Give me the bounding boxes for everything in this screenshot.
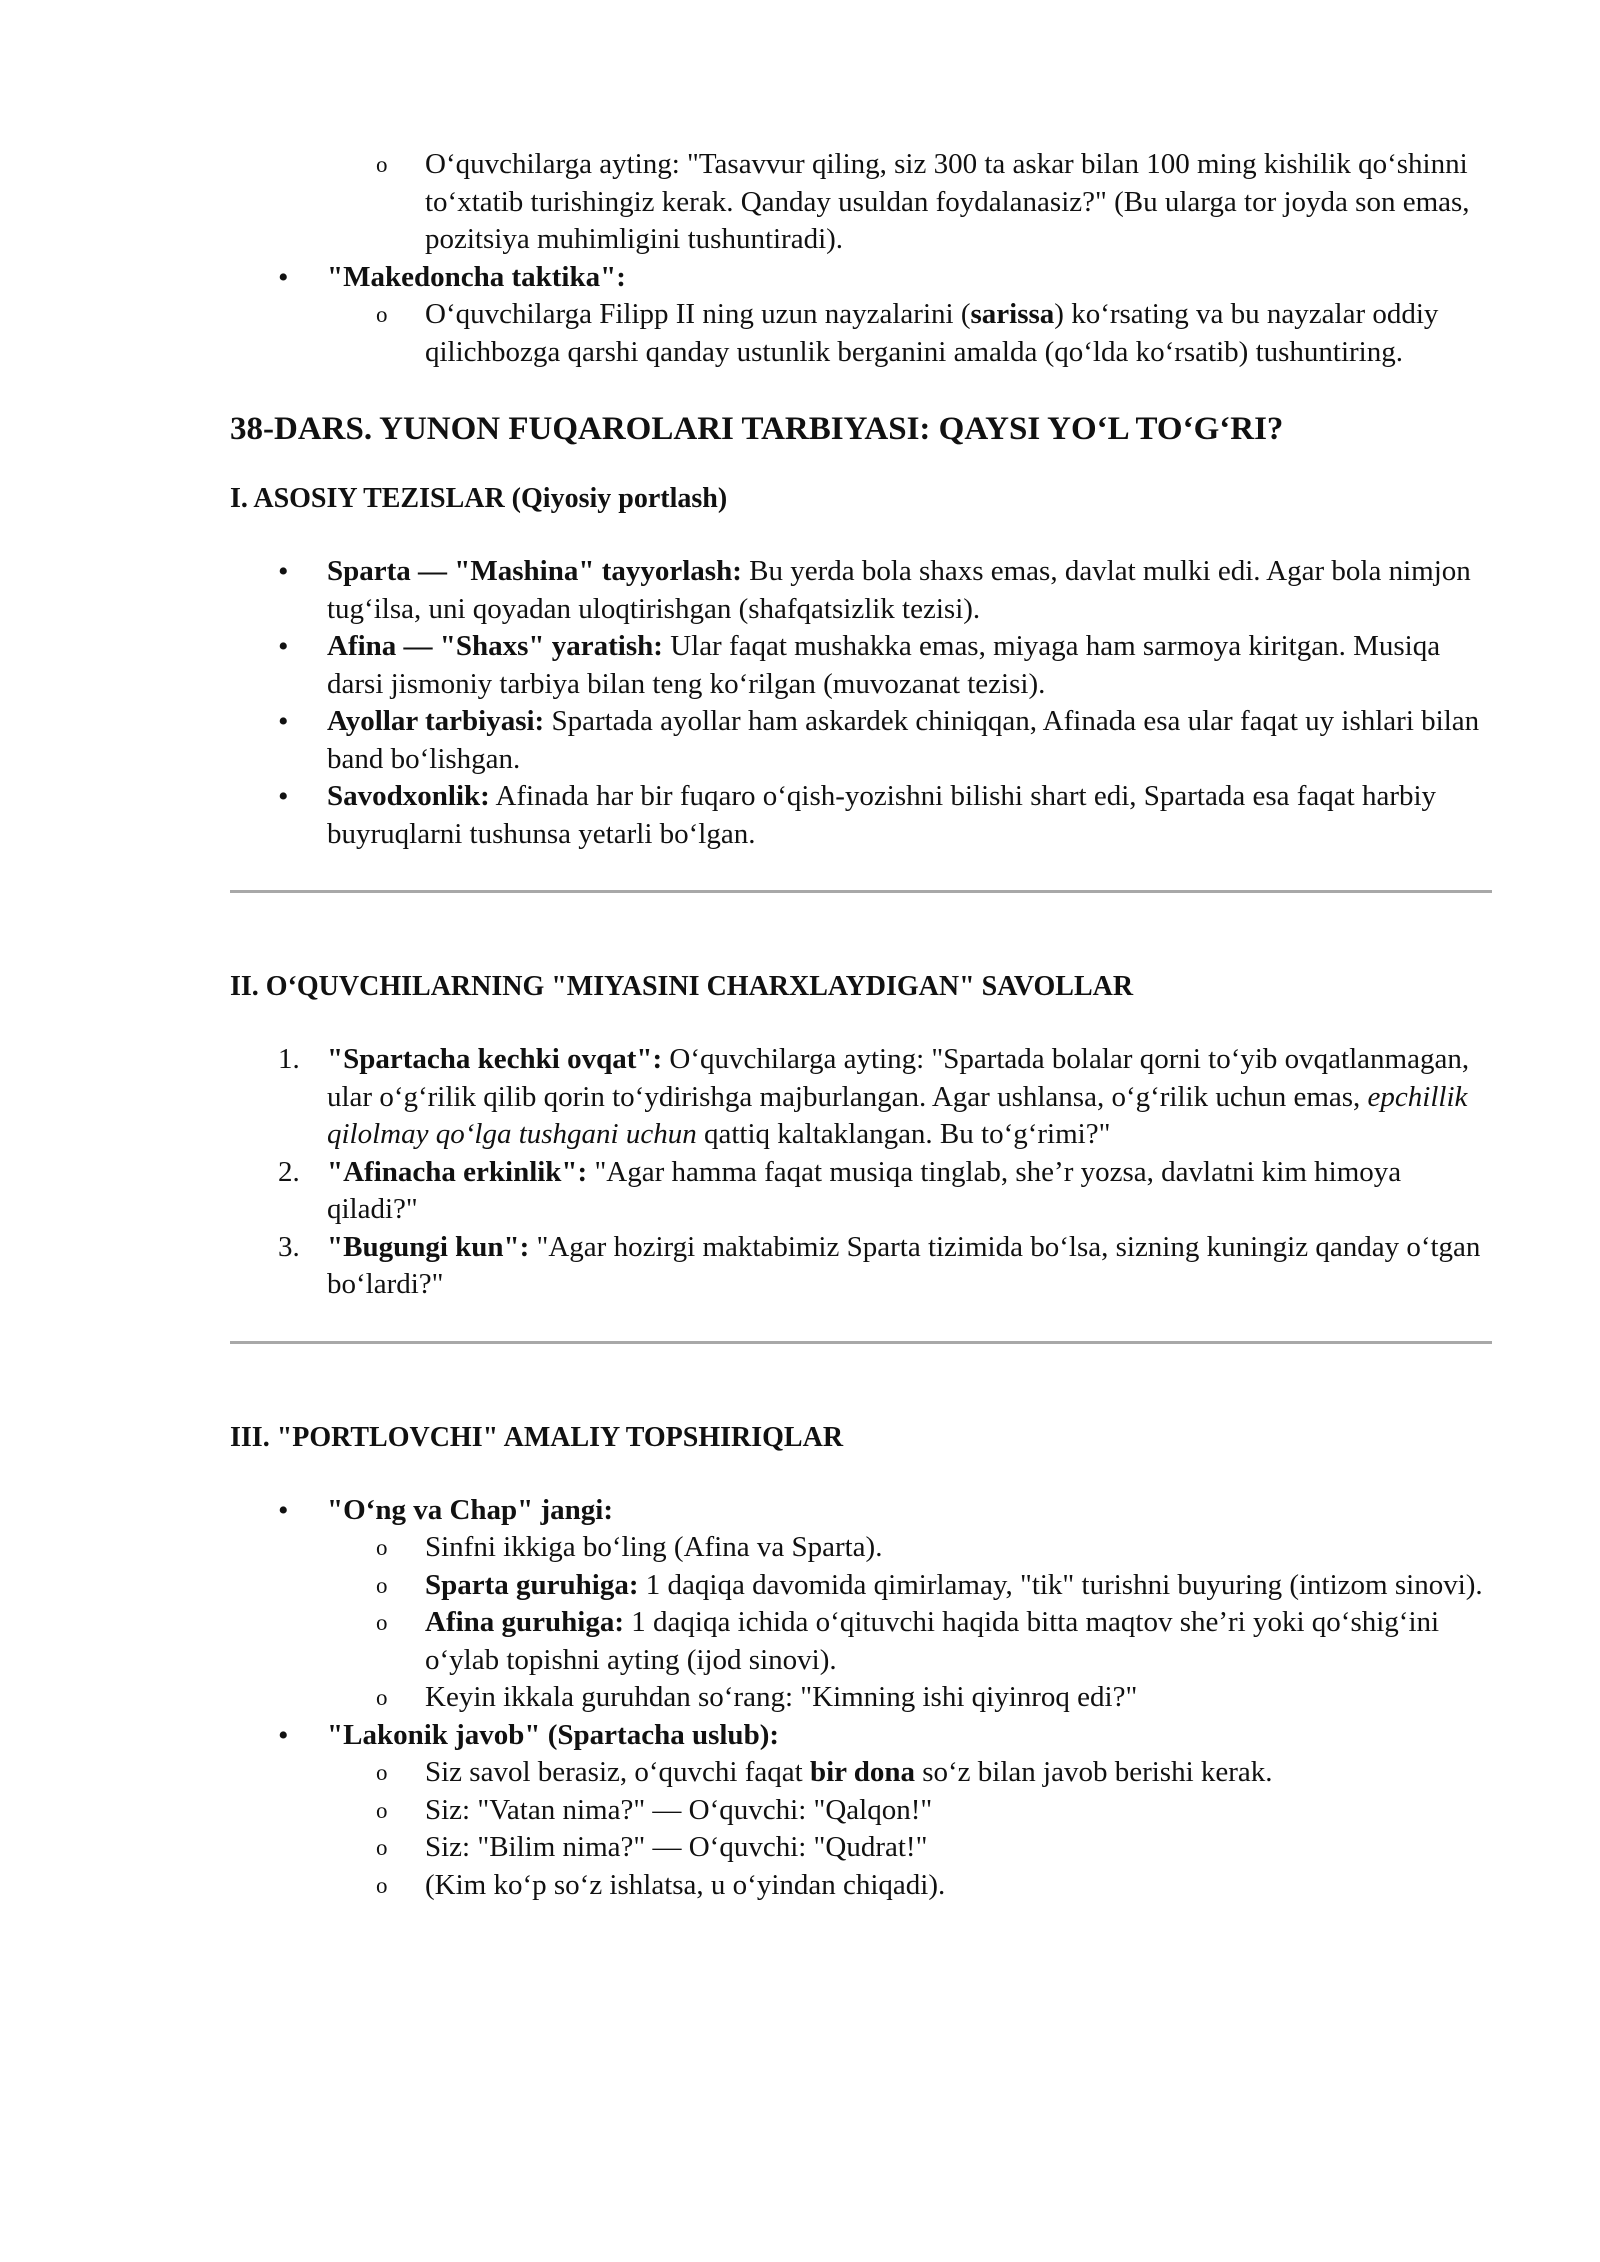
circle-bullet-icon: o [376,1685,388,1710]
item-heading: Afina — "Shaxs" yaratish: [327,630,663,662]
lesson-title: 38-DARS. YUNON FUQAROLARI TARBIYASI: QAYSI YO‘L TO‘G‘RI? [230,411,1284,447]
section-divider [230,890,1492,893]
sub-list-item [230,1792,1492,1830]
item-heading: "Afinacha erkinlik": [327,1155,588,1188]
sub-list-item [230,146,1492,259]
section-1-list [230,553,1492,853]
circle-bullet-icon: o [376,1835,388,1860]
sub-item-text: 1 daqiqa ichida o‘qituvchi haqida bitta maqtov she’ri yoki qo‘shig‘ini o‘ylab topishni ayting (ijod sinovi). [425,1606,1440,1676]
sub-item-bold: Sparta guruhiga: [425,1568,639,1601]
sub-list-item [230,1754,1492,1792]
item-heading: "O‘ng va Chap" jangi: [327,1493,613,1526]
list-item [230,628,1492,703]
item-text: "Agar hamma faqat musiqa tinglab, she’r yozsa, davlatni kim himoya qiladi?" [327,1155,1402,1225]
sub-list-item [230,1829,1492,1867]
list-item-makedoncha [230,259,1492,297]
item-heading: "Lakonik javob" (Spartacha uslub): [327,1718,780,1751]
item-heading: "Bugungi kun": [327,1230,530,1263]
bullet-icon: • [278,780,289,813]
section-3-title: III. "PORTLOVCHI" AMALIY TOPSHIRIQLAR [230,1421,844,1453]
item-text: "Agar hozirgi maktabimiz Sparta tizimida bo‘lsa, sizning kuningiz qanday o‘tgan bo‘lardi?" [327,1230,1481,1300]
sub-list-item [230,1679,1492,1717]
sub-item-text-pre: O‘quvchilarga Filipp II ning uzun nayzalarini ( [425,298,971,330]
section-2-list [230,1041,1492,1304]
sub-list-item [230,296,1492,371]
list-item-ong-va-chap [230,1492,1492,1530]
sub-item-text: O‘quvchilarga ayting: "Tasavvur qiling, siz 300 ta askar bilan 100 ming kishilik qo‘shinni to‘xtatib turishingiz kerak. Qanday usuldan foydalanasiz?" (Bu ularga tor joyda son emas, pozitsiya muhimligini tushuntiradi). [425,148,1470,255]
bullet-icon: • [278,260,289,294]
item-text: Spartada ayollar ham askardek chiniqqan, Afinada esa ular faqat uy ishlari bilan band bo‘lishgan. [327,705,1480,775]
item-number: 1. [278,1043,300,1075]
circle-bullet-icon: o [376,1610,388,1635]
list-item [230,553,1492,628]
circle-bullet-icon: o [376,1797,388,1823]
list-item [230,778,1492,853]
item-text-post: qattiq kaltaklangan. Bu to‘g‘rimi?" [696,1118,1111,1150]
bullet-icon: • [278,1493,289,1527]
numbered-item [230,1041,1492,1154]
sub-list-item [230,1567,1492,1605]
item-text-italic: epchillik qilolmay qo‘lga tushgani uchun [327,1080,1468,1150]
document-body [230,146,1492,1904]
numbered-item [230,1229,1492,1304]
sub-item-bold: Afina guruhiga: [425,1606,625,1638]
bullet-icon: • [278,1718,289,1752]
circle-bullet-icon: o [376,302,388,327]
bullet-icon: • [278,630,289,663]
sub-list-item [230,1529,1492,1567]
circle-bullet-icon: o [376,1572,388,1598]
sub-item-text-post: ) ko‘rsating va bu nayzalar oddiy qilichbozga qarshi qanday ustunlik berganini amalda (qo‘lda ko‘rsatib) tushuntiring. [425,298,1439,368]
item-heading: Savodxonlik: [327,780,490,812]
circle-bullet-icon: o [376,1872,388,1898]
item-number: 2. [278,1155,300,1188]
item-text: Ular faqat mushakka emas, miyaga ham sarmoya kiritgan. Musiqa darsi jismoniy tarbiya bilan teng ko‘rilgan (muvozanat tezisi). [327,630,1441,700]
section-3-list [230,1492,1492,1905]
section-divider [230,1341,1492,1344]
item-text-pre: O‘quvchilarga ayting: "Spartada bolalar qorni to‘yib ovqatlanmagan, ular o‘g‘rilik qilib qorin to‘ydirishga majburlangan. Agar ushlansa, o‘g‘rilik uchun emas, [327,1043,1470,1113]
list-item-lakonik-javob [230,1717,1492,1755]
item-heading: "Spartacha kechki ovqat": [327,1043,663,1075]
sub-item-text: 1 daqiqa davomida qimirlamay, "tik" turishni buyuring (intizom sinovi). [638,1568,1483,1601]
item-heading: "Makedoncha taktika": [327,260,626,293]
item-number: 3. [278,1230,300,1263]
section-2-title: II. O‘QUVCHILARNING "MIYASINI CHARXLAYDIGAN" SAVOLLAR [230,971,1134,1002]
sub-item-text-post: so‘z bilan javob berishi kerak. [914,1756,1273,1788]
sub-item-text-pre: Siz savol berasiz, o‘quvchi faqat [425,1756,810,1788]
item-text: Afinada har bir fuqaro o‘qish-yozishni bilishi shart edi, Spartada esa faqat harbiy buyruqlarni tushunsa yetarli bo‘lgan. [327,780,1437,850]
sub-item-bold: sarissa [970,298,1055,330]
sub-item-text: Siz: "Bilim nima?" — O‘quvchi: "Qudrat!" [425,1831,928,1863]
bullet-icon: • [278,705,289,738]
section-1-title: I. ASOSIY TEZISLAR (Qiyosiy portlash) [230,483,728,514]
circle-bullet-icon: o [376,152,388,177]
sub-item-bold: bir dona [809,1756,915,1788]
sub-list-item [230,1867,1492,1905]
bullet-icon: • [278,555,289,588]
item-heading: Ayollar tarbiyasi: [327,705,545,737]
sub-item-text: Sinfni ikkiga bo‘ling (Afina va Sparta). [425,1531,883,1563]
numbered-item [230,1154,1492,1229]
sub-list-item [230,1604,1492,1679]
item-heading: Sparta — "Mashina" tayyorlash: [327,555,742,587]
circle-bullet-icon: o [376,1535,388,1560]
item-text: Bu yerda bola shaxs emas, davlat mulki edi. Agar bola nimjon tug‘ilsa, uni qoyadan uloqtirishgan (shafqatsizlik tezisi). [327,555,1471,625]
sub-item-text: Siz: "Vatan nima?" — O‘quvchi: "Qalqon!" [425,1793,933,1826]
sub-item-text: Keyin ikkala guruhdan so‘rang: "Kimning ishi qiyinroq edi?" [425,1681,1138,1713]
sub-item-text: (Kim ko‘p so‘z ishlatsa, u o‘yindan chiqadi). [425,1868,946,1901]
continued-list [230,146,1492,371]
circle-bullet-icon: o [376,1760,388,1785]
list-item [230,703,1492,778]
